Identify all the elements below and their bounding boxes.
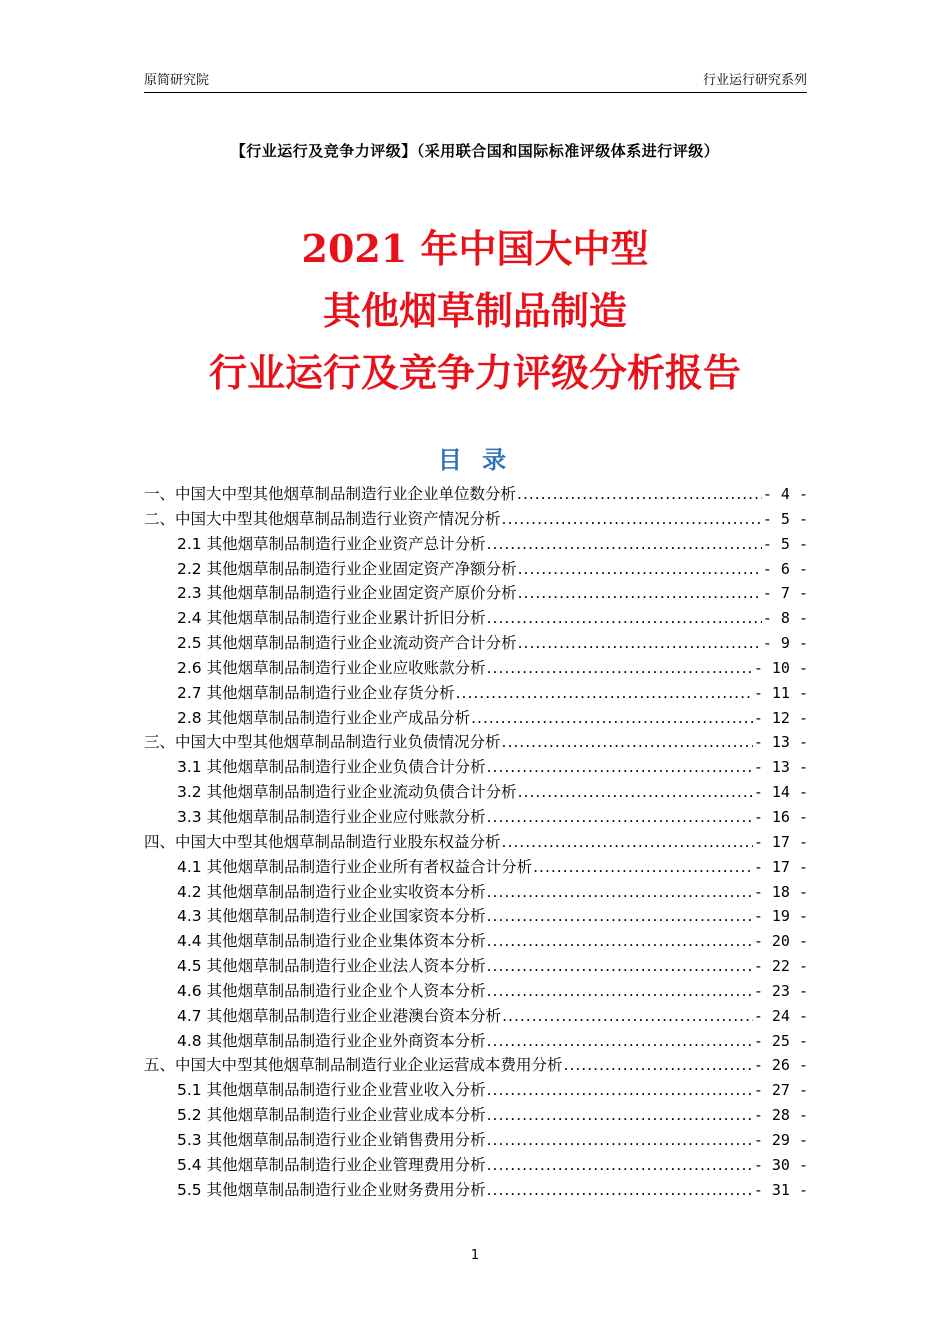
toc-entry[interactable]	[144, 557, 808, 582]
report-tagline: 【行业运行及竞争力评级】（采用联合国和国际标准评级体系进行评级）	[230, 142, 720, 160]
toc-entry-label: 4.2 其他烟草制品制造行业企业实收资本分析	[177, 882, 486, 901]
toc-entry[interactable]	[144, 1103, 808, 1128]
toc-entry[interactable]	[144, 507, 808, 532]
toc-entry-label: 2.2 其他烟草制品制造行业企业固定资产净额分析	[177, 559, 517, 578]
toc-entry-label: 四、中国大中型其他烟草制品制造行业股东权益分析	[144, 832, 501, 851]
toc-leader-dots	[564, 1053, 753, 1078]
toc-entry-page: - 19 -	[753, 907, 808, 926]
toc-leader-dots	[487, 805, 753, 830]
page-header	[144, 66, 807, 93]
toc-leader-dots	[487, 904, 753, 929]
toc-entry-label: 2.6 其他烟草制品制造行业企业应收账款分析	[177, 658, 486, 677]
toc-leader-dots	[487, 1078, 753, 1103]
toc-leader-dots	[487, 1029, 753, 1054]
table-of-contents	[144, 482, 808, 1202]
page-number: 1	[470, 1248, 480, 1263]
toc-entry-page: - 31 -	[753, 1180, 808, 1199]
toc-entry-label: 三、中国大中型其他烟草制品制造行业负债情况分析	[144, 733, 501, 752]
toc-entry-page: - 13 -	[753, 733, 808, 752]
toc-entry-label: 2.1 其他烟草制品制造行业企业资产总计分析	[177, 534, 486, 553]
toc-leader-dots	[502, 830, 753, 855]
toc-entry[interactable]	[144, 830, 808, 855]
toc-entry-page: - 8 -	[762, 609, 808, 628]
toc-entry[interactable]	[144, 1029, 808, 1054]
toc-entry-label: 4.5 其他烟草制品制造行业企业法人资本分析	[177, 957, 486, 976]
toc-heading: 目 录	[437, 446, 513, 474]
toc-entry-label: 5.4 其他烟草制品制造行业企业管理费用分析	[177, 1155, 486, 1174]
toc-entry-label: 4.1 其他烟草制品制造行业企业所有者权益合计分析	[177, 857, 533, 876]
toc-entry-page: - 7 -	[762, 584, 808, 603]
toc-entry[interactable]	[144, 631, 808, 656]
toc-entry-page: - 4 -	[762, 485, 808, 503]
toc-leader-dots	[487, 1153, 753, 1178]
report-title-line-2: 其他烟草制品制造	[322, 288, 627, 333]
toc-entry-page: - 13 -	[753, 758, 808, 777]
toc-entry[interactable]	[144, 954, 808, 979]
toc-entry-page: - 14 -	[753, 783, 808, 802]
toc-entry-page: - 5 -	[762, 509, 808, 528]
toc-entry-page: - 6 -	[762, 559, 808, 578]
toc-entry[interactable]	[144, 730, 808, 755]
toc-entry-label: 5.3 其他烟草制品制造行业企业销售费用分析	[177, 1130, 486, 1149]
header-publisher: 原简研究院	[144, 73, 210, 88]
toc-entry-label: 4.4 其他烟草制品制造行业企业集体资本分析	[177, 932, 486, 951]
toc-entry[interactable]	[144, 482, 808, 507]
toc-entry[interactable]	[144, 1153, 808, 1178]
toc-entry-label: 2.8 其他烟草制品制造行业企业产成品分析	[177, 708, 471, 727]
toc-entry[interactable]	[144, 532, 808, 557]
toc-entry[interactable]	[144, 581, 808, 606]
toc-entry[interactable]	[144, 904, 808, 929]
toc-entry-label: 一、中国大中型其他烟草制品制造行业企业单位数分析	[144, 485, 517, 503]
toc-entry[interactable]	[144, 656, 808, 681]
report-title-line-3: 行业运行及竞争力评级分析报告	[208, 350, 741, 395]
toc-leader-dots	[456, 681, 753, 706]
toc-entry-label: 3.3 其他烟草制品制造行业企业应付账款分析	[177, 807, 486, 826]
toc-entry[interactable]	[144, 880, 808, 905]
toc-entry-page: - 16 -	[753, 807, 808, 826]
report-title-line-1: 2021 年中国大中型	[301, 226, 649, 271]
toc-entry[interactable]	[144, 805, 808, 830]
toc-leader-dots	[487, 532, 762, 557]
toc-entry-page: - 28 -	[753, 1106, 808, 1125]
toc-entry-label: 3.1 其他烟草制品制造行业企业负债合计分析	[177, 758, 486, 777]
toc-entry-label: 2.7 其他烟草制品制造行业企业存货分析	[177, 683, 455, 702]
toc-entry-label: 4.8 其他烟草制品制造行业企业外商资本分析	[177, 1031, 486, 1050]
toc-entry-page: - 23 -	[753, 981, 808, 1000]
toc-entry-label: 2.4 其他烟草制品制造行业企业累计折旧分析	[177, 609, 486, 628]
toc-entry-page: - 9 -	[762, 634, 808, 653]
toc-entry[interactable]	[144, 780, 808, 805]
toc-entry-page: - 17 -	[753, 857, 808, 876]
toc-entry-page: - 29 -	[753, 1130, 808, 1149]
toc-entry-page: - 10 -	[753, 658, 808, 677]
toc-entry[interactable]	[144, 1053, 808, 1078]
toc-leader-dots	[502, 1004, 753, 1029]
toc-entry-label: 2.3 其他烟草制品制造行业企业固定资产原价分析	[177, 584, 517, 603]
toc-leader-dots	[487, 755, 753, 780]
toc-leader-dots	[533, 855, 753, 880]
toc-entry-page: - 17 -	[753, 832, 808, 851]
toc-entry-label: 5.1 其他烟草制品制造行业企业营业收入分析	[177, 1081, 486, 1100]
toc-entry[interactable]	[144, 979, 808, 1004]
toc-leader-dots	[518, 557, 762, 582]
toc-entry-page: - 24 -	[753, 1006, 808, 1025]
toc-entry[interactable]	[144, 606, 808, 631]
header-series: 行业运行研究系列	[702, 73, 807, 88]
toc-entry-page: - 27 -	[753, 1081, 808, 1100]
toc-entry-label: 二、中国大中型其他烟草制品制造行业资产情况分析	[144, 509, 501, 528]
toc-entry[interactable]	[144, 706, 808, 731]
toc-leader-dots	[471, 706, 753, 731]
toc-entry-page: - 25 -	[753, 1031, 808, 1050]
toc-entry[interactable]	[144, 1178, 808, 1203]
toc-entry-label: 3.2 其他烟草制品制造行业企业流动负债合计分析	[177, 783, 517, 802]
toc-entry-page: - 26 -	[753, 1056, 808, 1075]
toc-leader-dots	[518, 780, 753, 805]
toc-entry-page: - 18 -	[753, 882, 808, 901]
toc-entry[interactable]	[144, 681, 808, 706]
toc-entry[interactable]	[144, 929, 808, 954]
toc-entry-page: - 11 -	[753, 683, 808, 702]
toc-leader-dots	[502, 730, 753, 755]
toc-leader-dots	[487, 606, 762, 631]
toc-entry[interactable]	[144, 855, 808, 880]
toc-leader-dots	[517, 482, 762, 507]
toc-entry-label: 2.5 其他烟草制品制造行业企业流动资产合计分析	[177, 634, 517, 653]
toc-leader-dots	[487, 979, 753, 1004]
toc-entry-label: 4.3 其他烟草制品制造行业企业国家资本分析	[177, 907, 486, 926]
toc-entry-page: - 22 -	[753, 957, 808, 976]
toc-leader-dots	[487, 954, 753, 979]
toc-entry-label: 4.6 其他烟草制品制造行业企业个人资本分析	[177, 981, 486, 1000]
toc-entry[interactable]	[144, 1004, 808, 1029]
toc-leader-dots	[502, 507, 762, 532]
toc-leader-dots	[487, 1128, 753, 1153]
toc-entry-label: 4.7 其他烟草制品制造行业企业港澳台资本分析	[177, 1006, 502, 1025]
toc-entry[interactable]	[144, 1128, 808, 1153]
toc-leader-dots	[487, 880, 753, 905]
toc-leader-dots	[487, 656, 753, 681]
toc-leader-dots	[487, 1178, 753, 1203]
toc-entry-page: - 12 -	[753, 708, 808, 727]
toc-entry[interactable]	[144, 755, 808, 780]
toc-entry-label: 5.2 其他烟草制品制造行业企业营业成本分析	[177, 1106, 486, 1125]
toc-leader-dots	[518, 581, 762, 606]
toc-leader-dots	[518, 631, 762, 656]
toc-entry[interactable]	[144, 1078, 808, 1103]
toc-leader-dots	[487, 1103, 753, 1128]
toc-entry-page: - 30 -	[753, 1155, 808, 1174]
toc-entry-label: 五、中国大中型其他烟草制品制造行业企业运营成本费用分析	[144, 1056, 563, 1075]
toc-entry-page: - 5 -	[762, 534, 808, 553]
toc-entry-label: 5.5 其他烟草制品制造行业企业财务费用分析	[177, 1180, 486, 1199]
toc-entry-page: - 20 -	[753, 932, 808, 951]
toc-leader-dots	[487, 929, 753, 954]
